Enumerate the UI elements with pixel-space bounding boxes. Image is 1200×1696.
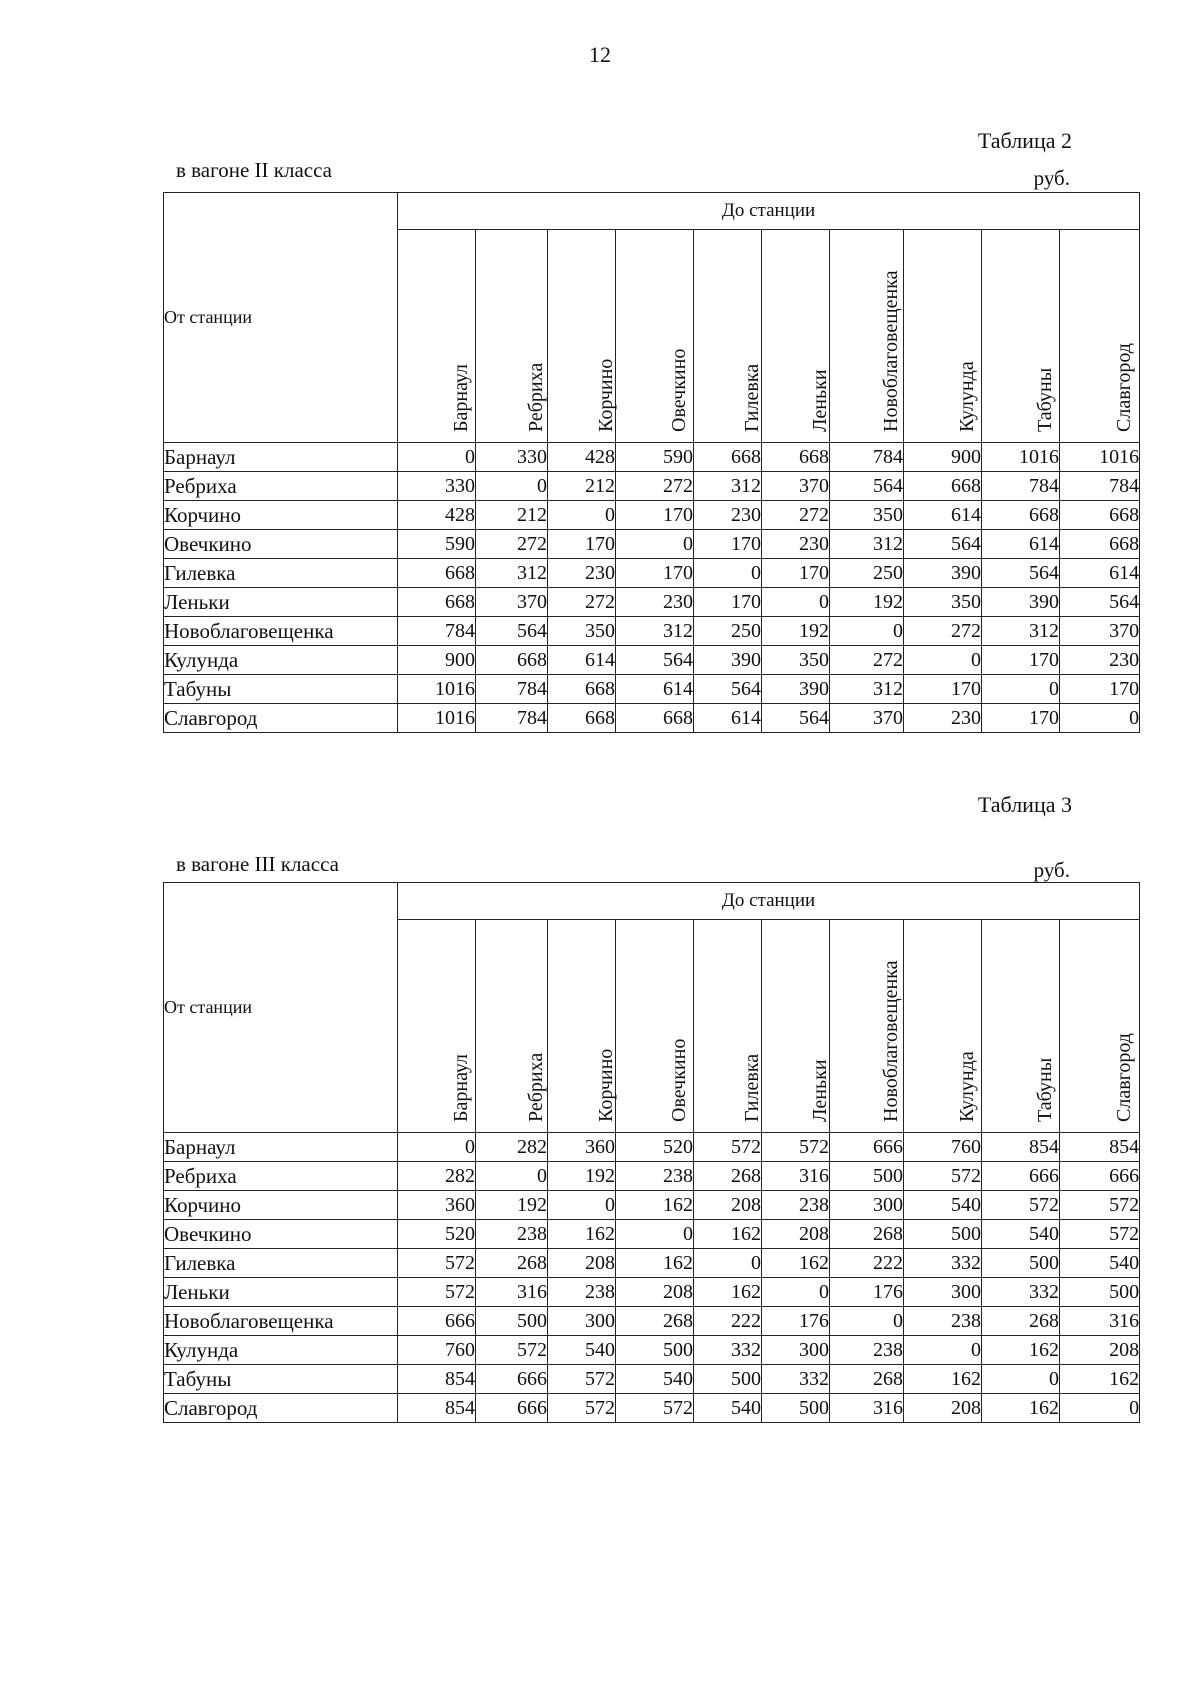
column-header-label: Леньки — [808, 1059, 831, 1122]
fare-cell: 1016 — [1060, 443, 1140, 472]
fare-cell: 170 — [616, 559, 694, 588]
fare-cell: 572 — [904, 1162, 982, 1191]
fare-cell: 312 — [830, 530, 904, 559]
fare-cell: 212 — [548, 472, 616, 501]
column-header-label: Ребриха — [524, 1052, 547, 1122]
fare-cell: 500 — [694, 1365, 762, 1394]
row-station-name: Корчино — [164, 1191, 398, 1220]
from-station-header: От станции — [164, 883, 398, 1133]
fare-cell: 666 — [476, 1394, 548, 1423]
row-station-name: Корчино — [164, 501, 398, 530]
row-station-name: Ребриха — [164, 1162, 398, 1191]
fare-cell: 350 — [904, 588, 982, 617]
column-header — [904, 920, 982, 1133]
fare-cell: 614 — [616, 675, 694, 704]
table-row — [164, 501, 1140, 530]
column-header — [830, 920, 904, 1133]
fare-cell: 614 — [1060, 559, 1140, 588]
fare-cell: 0 — [694, 559, 762, 588]
fare-cell: 390 — [982, 588, 1060, 617]
column-header-label: Славгород — [1112, 343, 1135, 432]
fare-cell: 760 — [398, 1336, 476, 1365]
fare-cell: 666 — [398, 1307, 476, 1336]
fare-cell: 0 — [762, 588, 830, 617]
fare-cell: 564 — [904, 530, 982, 559]
row-station-name: Новоблаговещенка — [164, 1307, 398, 1336]
column-header-label: Корчино — [594, 1048, 617, 1122]
fare-cell: 238 — [762, 1191, 830, 1220]
fare-cell: 390 — [904, 559, 982, 588]
column-header — [616, 230, 694, 443]
fare-cell: 1016 — [982, 443, 1060, 472]
fare-cell: 312 — [616, 617, 694, 646]
fare-cell: 0 — [830, 1307, 904, 1336]
fare-cell: 230 — [548, 559, 616, 588]
fare-cell: 500 — [904, 1220, 982, 1249]
fare-cell: 170 — [904, 675, 982, 704]
fare-cell: 170 — [982, 704, 1060, 733]
fare-cell: 208 — [694, 1191, 762, 1220]
fare-cell: 268 — [830, 1220, 904, 1249]
table-row — [164, 443, 1140, 472]
column-header-label: Корчино — [594, 358, 617, 432]
table-row — [164, 588, 1140, 617]
fare-cell: 162 — [548, 1220, 616, 1249]
column-header-label: Кулунда — [955, 361, 978, 432]
fare-cell: 540 — [694, 1394, 762, 1423]
fare-cell: 300 — [904, 1278, 982, 1307]
fare-cell: 162 — [694, 1220, 762, 1249]
fare-cell: 0 — [398, 1133, 476, 1162]
fare-cell: 162 — [982, 1394, 1060, 1423]
table-2-caption: Таблица 2 — [977, 128, 1072, 153]
fare-cell: 1016 — [398, 704, 476, 733]
fare-cell: 208 — [616, 1278, 694, 1307]
column-header — [762, 230, 830, 443]
row-station-name: Леньки — [164, 588, 398, 617]
fare-cell: 272 — [476, 530, 548, 559]
table-row — [164, 1278, 1140, 1307]
fare-cell: 250 — [694, 617, 762, 646]
table-row — [164, 704, 1140, 733]
table-row — [164, 1220, 1140, 1249]
fare-cell: 540 — [548, 1336, 616, 1365]
fare-cell: 282 — [398, 1162, 476, 1191]
fare-cell: 0 — [616, 530, 694, 559]
fare-cell: 668 — [762, 443, 830, 472]
fare-cell: 238 — [830, 1336, 904, 1365]
fare-cell: 230 — [616, 588, 694, 617]
fare-cell: 0 — [1060, 1394, 1140, 1423]
fare-cell: 0 — [982, 675, 1060, 704]
row-station-name: Кулунда — [164, 646, 398, 675]
fare-cell: 564 — [762, 704, 830, 733]
column-header-label: Барнаул — [449, 363, 472, 432]
fare-cell: 500 — [830, 1162, 904, 1191]
fare-cell: 0 — [616, 1220, 694, 1249]
fare-cell: 162 — [762, 1249, 830, 1278]
fare-cell: 572 — [548, 1365, 616, 1394]
fare-cell: 854 — [398, 1365, 476, 1394]
column-header-label: Барнаул — [449, 1053, 472, 1122]
row-station-name: Кулунда — [164, 1336, 398, 1365]
fare-cell: 250 — [830, 559, 904, 588]
fare-cell: 668 — [616, 704, 694, 733]
fare-cell: 666 — [830, 1133, 904, 1162]
fare-cell: 272 — [830, 646, 904, 675]
table-row — [164, 1191, 1140, 1220]
fare-cell: 668 — [694, 443, 762, 472]
fare-cell: 520 — [616, 1133, 694, 1162]
fare-cell: 500 — [616, 1336, 694, 1365]
fare-cell: 564 — [476, 617, 548, 646]
fare-cell: 854 — [398, 1394, 476, 1423]
fare-cell: 668 — [398, 588, 476, 617]
fare-cell: 572 — [616, 1394, 694, 1423]
column-header — [982, 920, 1060, 1133]
fare-cell: 540 — [982, 1220, 1060, 1249]
table-row — [164, 559, 1140, 588]
fare-cell: 0 — [982, 1365, 1060, 1394]
fare-cell: 230 — [1060, 646, 1140, 675]
fare-cell: 0 — [694, 1249, 762, 1278]
table-row — [164, 646, 1140, 675]
fare-cell: 564 — [982, 559, 1060, 588]
fare-cell: 162 — [616, 1191, 694, 1220]
fare-cell: 370 — [476, 588, 548, 617]
fare-cell: 1016 — [398, 675, 476, 704]
column-header — [398, 920, 476, 1133]
fare-cell: 668 — [548, 704, 616, 733]
fare-cell: 572 — [1060, 1220, 1140, 1249]
column-header-label: Славгород — [1112, 1033, 1135, 1122]
row-station-name: Леньки — [164, 1278, 398, 1307]
column-header-label: Новоблаговещенка — [879, 270, 902, 432]
fare-cell: 170 — [982, 646, 1060, 675]
fare-cell: 272 — [762, 501, 830, 530]
fare-cell: 312 — [476, 559, 548, 588]
fare-cell: 0 — [476, 1162, 548, 1191]
fare-cell: 668 — [476, 646, 548, 675]
fare-cell: 268 — [982, 1307, 1060, 1336]
row-station-name: Барнаул — [164, 443, 398, 472]
fare-cell: 222 — [694, 1307, 762, 1336]
fare-cell: 0 — [904, 1336, 982, 1365]
fare-cell: 900 — [398, 646, 476, 675]
fare-cell: 900 — [904, 443, 982, 472]
fare-cell: 572 — [548, 1394, 616, 1423]
fare-cell: 230 — [904, 704, 982, 733]
fare-cell: 300 — [830, 1191, 904, 1220]
fare-cell: 784 — [982, 472, 1060, 501]
table-3-caption: Таблица 3 — [977, 792, 1072, 817]
fare-cell: 350 — [762, 646, 830, 675]
fare-cell: 564 — [830, 472, 904, 501]
column-header — [762, 920, 830, 1133]
fare-cell: 666 — [476, 1365, 548, 1394]
fare-cell: 350 — [548, 617, 616, 646]
column-header-label: Овечкино — [667, 1038, 690, 1122]
fare-cell: 162 — [982, 1336, 1060, 1365]
fare-cell: 614 — [904, 501, 982, 530]
column-header-label: Гилевка — [740, 1053, 763, 1122]
table-row — [164, 1249, 1140, 1278]
fare-cell: 238 — [616, 1162, 694, 1191]
fare-cell: 572 — [694, 1133, 762, 1162]
column-header — [476, 920, 548, 1133]
row-station-name: Табуны — [164, 675, 398, 704]
table-2-unit: руб. — [1033, 166, 1070, 190]
fare-cell: 208 — [1060, 1336, 1140, 1365]
fare-cell: 572 — [398, 1278, 476, 1307]
fare-cell: 572 — [476, 1336, 548, 1365]
fare-cell: 564 — [616, 646, 694, 675]
fare-cell: 428 — [548, 443, 616, 472]
fare-cell: 614 — [548, 646, 616, 675]
column-header — [476, 230, 548, 443]
table-2-subtitle: в вагоне II класса — [176, 158, 332, 182]
fare-cell: 238 — [904, 1307, 982, 1336]
fare-cell: 238 — [548, 1278, 616, 1307]
fare-cell: 268 — [616, 1307, 694, 1336]
column-header — [398, 230, 476, 443]
fare-cell: 784 — [1060, 472, 1140, 501]
fare-cell: 760 — [904, 1133, 982, 1162]
page-number: 12 — [589, 42, 611, 67]
fare-cell: 272 — [904, 617, 982, 646]
fare-cell: 170 — [1060, 675, 1140, 704]
fare-cell: 170 — [694, 530, 762, 559]
fare-cell: 312 — [982, 617, 1060, 646]
fare-cell: 272 — [548, 588, 616, 617]
table-row — [164, 1365, 1140, 1394]
fare-cell: 268 — [830, 1365, 904, 1394]
fare-cell: 316 — [762, 1162, 830, 1191]
column-header — [1060, 920, 1140, 1133]
fare-cell: 192 — [548, 1162, 616, 1191]
table-3-subtitle: в вагоне III класса — [176, 852, 339, 876]
fare-cell: 192 — [476, 1191, 548, 1220]
fare-cell: 668 — [548, 675, 616, 704]
fare-cell: 668 — [398, 559, 476, 588]
fare-cell: 208 — [904, 1394, 982, 1423]
fare-cell: 572 — [982, 1191, 1060, 1220]
fare-cell: 176 — [830, 1278, 904, 1307]
fare-cell: 390 — [694, 646, 762, 675]
fare-cell: 572 — [398, 1249, 476, 1278]
fare-cell: 316 — [830, 1394, 904, 1423]
fare-cell: 268 — [694, 1162, 762, 1191]
fare-cell: 170 — [616, 501, 694, 530]
fare-cell: 540 — [1060, 1249, 1140, 1278]
fare-cell: 0 — [548, 1191, 616, 1220]
fare-cell: 0 — [476, 472, 548, 501]
table-row — [164, 472, 1140, 501]
table-3-unit: руб. — [1033, 858, 1070, 882]
row-station-name: Овечкино — [164, 530, 398, 559]
fare-cell: 300 — [548, 1307, 616, 1336]
table-row — [164, 617, 1140, 646]
table-row — [164, 1133, 1140, 1162]
fare-cell: 212 — [476, 501, 548, 530]
fare-cell: 350 — [830, 501, 904, 530]
fare-cell: 0 — [830, 617, 904, 646]
row-station-name: Славгород — [164, 1394, 398, 1423]
to-station-header: До станции — [398, 193, 1140, 230]
column-header-label: Овечкино — [667, 348, 690, 432]
column-header — [694, 920, 762, 1133]
fare-cell: 540 — [616, 1365, 694, 1394]
fare-cell: 0 — [398, 443, 476, 472]
fare-cell: 192 — [762, 617, 830, 646]
fare-cell: 370 — [762, 472, 830, 501]
fare-cell: 784 — [476, 704, 548, 733]
column-header-label: Кулунда — [955, 1051, 978, 1122]
fare-cell: 500 — [1060, 1278, 1140, 1307]
fare-cell: 330 — [476, 443, 548, 472]
fare-cell: 312 — [694, 472, 762, 501]
from-station-header: От станции — [164, 193, 398, 443]
column-header — [830, 230, 904, 443]
table-row — [164, 1307, 1140, 1336]
fare-cell: 572 — [762, 1133, 830, 1162]
fare-cell: 162 — [904, 1365, 982, 1394]
fare-cell: 854 — [982, 1133, 1060, 1162]
fare-cell: 170 — [548, 530, 616, 559]
fare-cell: 0 — [548, 501, 616, 530]
fare-cell: 272 — [616, 472, 694, 501]
row-station-name: Барнаул — [164, 1133, 398, 1162]
column-header — [548, 230, 616, 443]
table-row — [164, 675, 1140, 704]
table-row — [164, 1394, 1140, 1423]
column-header — [982, 230, 1060, 443]
column-header — [616, 920, 694, 1133]
column-header-label: Новоблаговещенка — [879, 960, 902, 1122]
row-station-name: Новоблаговещенка — [164, 617, 398, 646]
fare-cell: 316 — [1060, 1307, 1140, 1336]
fare-cell: 192 — [830, 588, 904, 617]
fare-cell: 360 — [548, 1133, 616, 1162]
fare-cell: 300 — [762, 1336, 830, 1365]
fare-cell: 332 — [904, 1249, 982, 1278]
fare-cell: 330 — [398, 472, 476, 501]
fare-cell: 666 — [982, 1162, 1060, 1191]
fare-cell: 208 — [762, 1220, 830, 1249]
fare-cell: 312 — [830, 675, 904, 704]
fare-cell: 500 — [762, 1394, 830, 1423]
fare-cell: 572 — [1060, 1191, 1140, 1220]
fare-cell: 0 — [904, 646, 982, 675]
fare-cell: 668 — [1060, 501, 1140, 530]
fare-cell: 590 — [398, 530, 476, 559]
fare-cell: 666 — [1060, 1162, 1140, 1191]
table-row — [164, 530, 1140, 559]
fare-cell: 370 — [830, 704, 904, 733]
fare-cell: 176 — [762, 1307, 830, 1336]
fare-cell: 170 — [694, 588, 762, 617]
row-station-name: Табуны — [164, 1365, 398, 1394]
fare-cell: 360 — [398, 1191, 476, 1220]
column-header — [548, 920, 616, 1133]
fare-cell: 668 — [1060, 530, 1140, 559]
table-row — [164, 1162, 1140, 1191]
row-station-name: Гилевка — [164, 559, 398, 588]
fare-table-class-3 — [163, 882, 1140, 1423]
fare-cell: 564 — [694, 675, 762, 704]
fare-cell: 170 — [762, 559, 830, 588]
fare-cell: 520 — [398, 1220, 476, 1249]
to-station-header: До станции — [398, 883, 1140, 920]
column-header-label: Ребриха — [524, 362, 547, 432]
fare-cell: 784 — [830, 443, 904, 472]
fare-cell: 390 — [762, 675, 830, 704]
fare-cell: 500 — [476, 1307, 548, 1336]
fare-cell: 500 — [982, 1249, 1060, 1278]
row-station-name: Ребриха — [164, 472, 398, 501]
fare-cell: 230 — [694, 501, 762, 530]
fare-cell: 590 — [616, 443, 694, 472]
fare-cell: 784 — [398, 617, 476, 646]
fare-table-class-2 — [163, 192, 1140, 733]
fare-cell: 230 — [762, 530, 830, 559]
fare-cell: 614 — [694, 704, 762, 733]
fare-cell: 238 — [476, 1220, 548, 1249]
row-station-name: Гилевка — [164, 1249, 398, 1278]
column-header-label: Табуны — [1033, 1057, 1056, 1122]
column-header — [694, 230, 762, 443]
fare-cell: 268 — [476, 1249, 548, 1278]
fare-cell: 614 — [982, 530, 1060, 559]
column-header-label: Табуны — [1033, 367, 1056, 432]
fare-cell: 316 — [476, 1278, 548, 1307]
fare-cell: 162 — [694, 1278, 762, 1307]
fare-cell: 162 — [616, 1249, 694, 1278]
fare-cell: 208 — [548, 1249, 616, 1278]
fare-cell: 428 — [398, 501, 476, 530]
fare-cell: 668 — [982, 501, 1060, 530]
row-station-name: Славгород — [164, 704, 398, 733]
fare-cell: 668 — [904, 472, 982, 501]
column-header-label: Гилевка — [740, 363, 763, 432]
fare-cell: 0 — [762, 1278, 830, 1307]
column-header — [904, 230, 982, 443]
column-header — [1060, 230, 1140, 443]
fare-cell: 332 — [694, 1336, 762, 1365]
fare-cell: 564 — [1060, 588, 1140, 617]
fare-cell: 162 — [1060, 1365, 1140, 1394]
row-station-name: Овечкино — [164, 1220, 398, 1249]
fare-cell: 784 — [476, 675, 548, 704]
fare-cell: 0 — [1060, 704, 1140, 733]
fare-cell: 222 — [830, 1249, 904, 1278]
column-header-label: Леньки — [808, 369, 831, 432]
fare-cell: 282 — [476, 1133, 548, 1162]
fare-cell: 370 — [1060, 617, 1140, 646]
fare-cell: 332 — [982, 1278, 1060, 1307]
fare-cell: 854 — [1060, 1133, 1140, 1162]
table-row — [164, 1336, 1140, 1365]
fare-cell: 332 — [762, 1365, 830, 1394]
fare-cell: 540 — [904, 1191, 982, 1220]
